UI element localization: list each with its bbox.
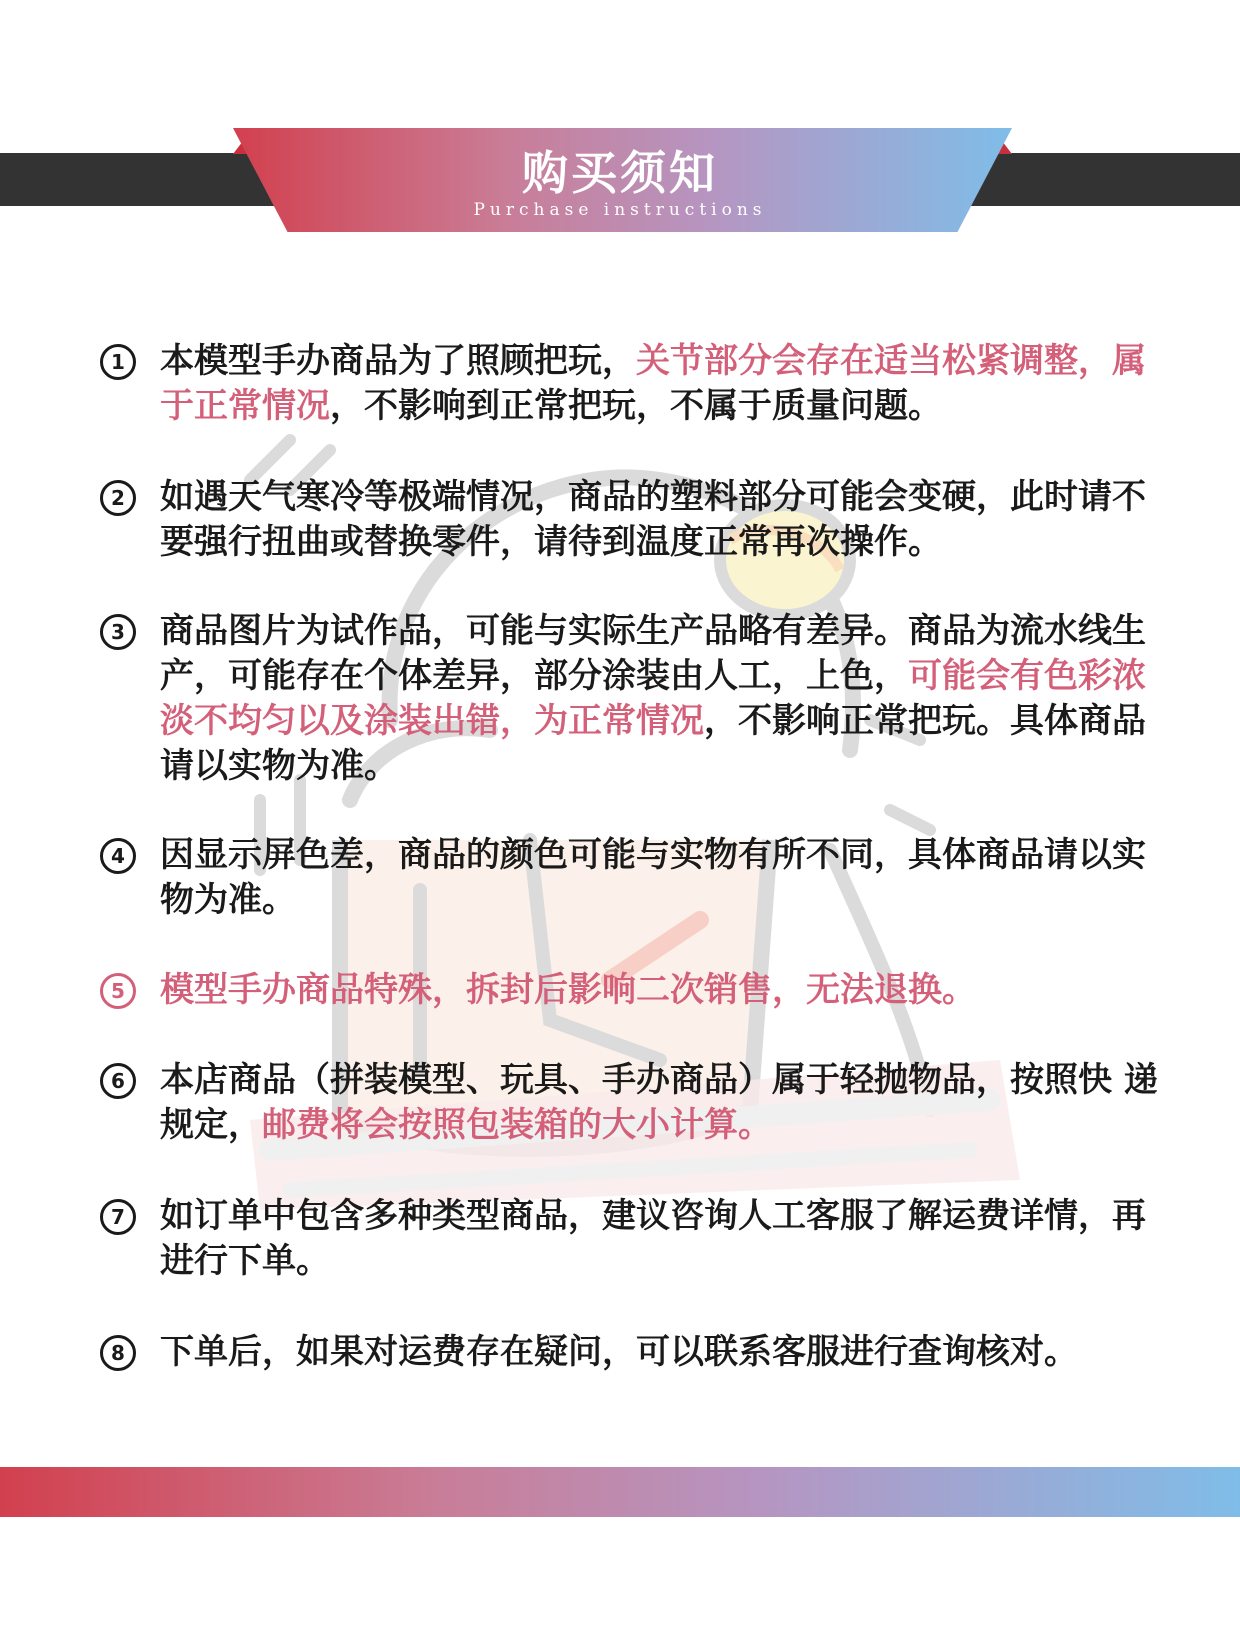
item-text-segment: 商品图片为试作品，可能与实际生产品略有差异。商品为流水线生产，可能存在个体差异，部分涂装由人工，上色，: [160, 611, 1146, 696]
item-text: [160, 968, 1160, 1013]
highlighted-text: 邮费将会按照包装箱的大小计算。: [262, 1105, 772, 1145]
item-number-badge: 2: [100, 480, 136, 516]
item-number-badge: 4: [100, 838, 136, 874]
item-text: [160, 339, 1160, 429]
item-text-segment: 下单后，如果对运费存在疑问，可以联系客服进行查询核对。: [160, 1332, 1078, 1372]
item-text-segment: 本店商品（拼装模型、玩具、手办商品）属于轻抛物品，按照快 递规定，: [160, 1060, 1158, 1145]
highlighted-text: 模型手办商品特殊，拆封后影响二次销售，无法退换。: [160, 970, 976, 1010]
page-title: 购买须知: [522, 146, 718, 200]
highlighted-text: 关节部分会存在适当松紧调整，属于正常情况: [160, 341, 1146, 426]
item-text-segment: 如订单中包含多种类型商品，建议咨询人工客服了解运费详情，再进行下单。: [160, 1196, 1146, 1281]
item-text: [160, 475, 1160, 565]
page-subtitle: Purchase instructions: [473, 200, 767, 220]
item-number-badge: 1: [100, 344, 136, 380]
item-number-badge: 3: [100, 614, 136, 650]
item-number-badge: 8: [100, 1335, 136, 1371]
item-text: [160, 1058, 1160, 1148]
item-text: [160, 833, 1160, 923]
item-number-badge: 7: [100, 1199, 136, 1235]
highlighted-text: 可能会有色彩浓淡不均匀以及涂装出错，为正常情况: [160, 656, 1146, 741]
item-text: [160, 1194, 1160, 1284]
item-number-badge: 6: [100, 1063, 136, 1099]
item-text-segment: 本模型手办商品为了照顾把玩，: [160, 341, 636, 381]
item-text-segment: 因显示屏色差，商品的颜色可能与实物有所不同，具体商品请以实物为准。: [160, 835, 1146, 920]
item-text: [160, 609, 1160, 789]
item-text-segment: 如遇天气寒冷等极端情况，商品的塑料部分可能会变硬，此时请不要强行扭曲或替换零件，请待到温度正常再次操作。: [160, 477, 1146, 562]
item-text-segment: ，不影响到正常把玩，不属于质量问题。: [330, 386, 942, 426]
item-text-segment: ，不影响正常把玩。具体商品请以实物为准。: [160, 701, 1146, 786]
item-text: [160, 1330, 1160, 1375]
footer-gradient-bar: [0, 1467, 1240, 1517]
item-number-badge: 5: [100, 973, 136, 1009]
